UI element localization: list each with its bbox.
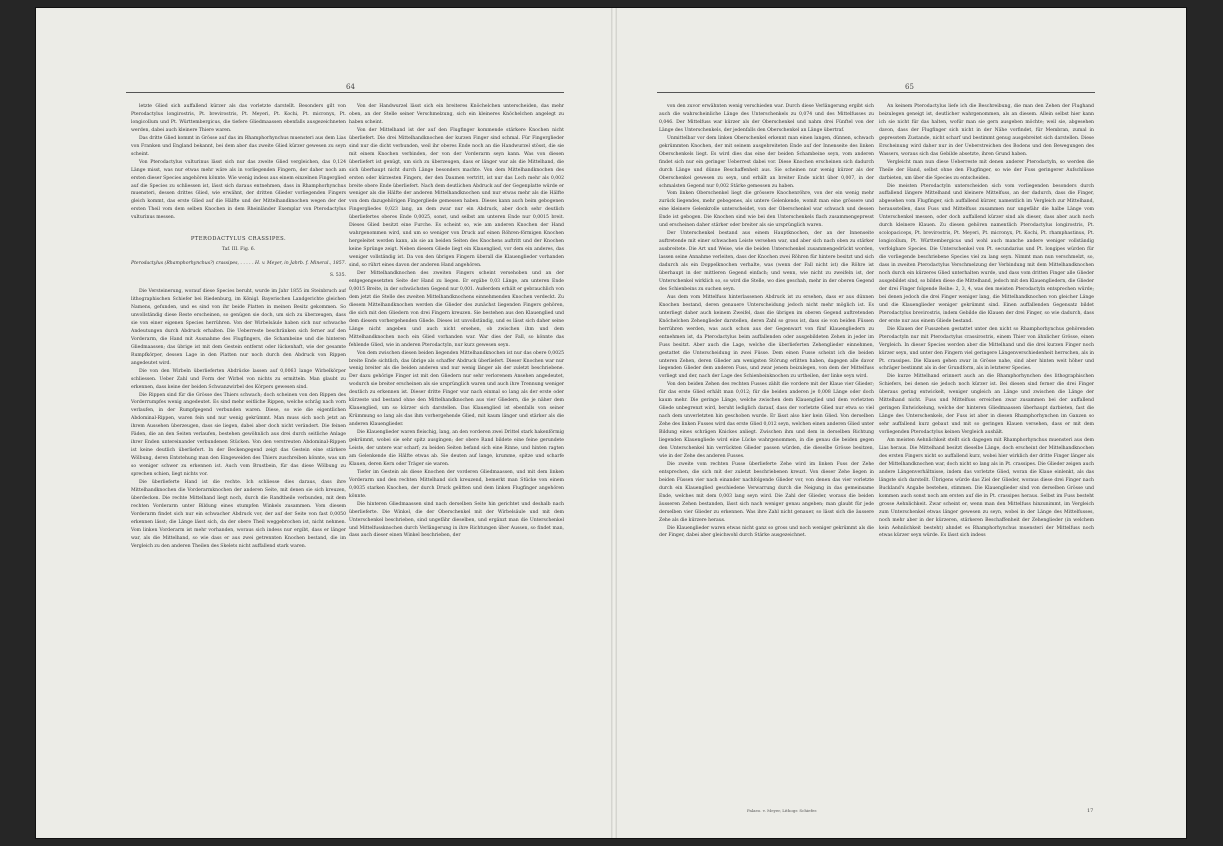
paragraph: Tiefer im Gestein als diese Knochen der vorderen Gliedmaassen, und mit dem linken Vorderarm und den rechten Mittelhand sich kreuzend, bemerkt man Stücke von einem 0,0035 starken Knochen, der durch Druck gelitten und dem linken Flugfinger angehören könnte. (349, 469, 564, 499)
header-rule (126, 92, 564, 93)
plate-reference: Taf. III. Fig. 6. (221, 247, 256, 253)
paragraph: Vergleicht man nun diese Ueberreste mit denen anderer Pterodactyln, so werden die Theile der Hand, selbst ohne den Flugfinger, so wie der Fuss geringerer Aufschlüsse darbieten, um über die Species zu entscheiden. (879, 159, 1094, 181)
section-heading: PTERODACTYLUS CRASSIPES. (190, 236, 287, 243)
paragraph: Das dritte Glied kommt in Grösse auf das im Rhamphorhynchus muensteri aus dem Lias von Franken und England bekannt, bei dem aber das zweite Glied kürzer gewesen zu seyn scheint. (131, 135, 346, 157)
paragraph: Die Versteinerung, worauf diese Species beruht, wurde im Jahr 1855 im Steinbruch auf lithographischen Schiefer bei Riedenburg, im Königl. Bayerischen Landgerichte gleichen Namens, gefunden, und es sind von ihr beide Platten in meinen Besitz gekommen. So unvollständig diese Reste erscheinen, so genügen sie doch, um sich zu überzeugen, dass sie von einer eigenen Species herrühren. Von der Wirbelsäule haben sich nur schwache Andeutungen durch Abdruck erhalten. Die Ueberreste beschränken sich ferner auf den Vorderarm, die Hand mit Ausnahme des Flugfingers, die Schambeine und die hinteren Gliedmaassen; das übrige ist mit dem Gestein entfernt oder lückenhaft, wie der gesamte Rumpfkörper, dessen Lage in den Platten nur noch durch den Abdruck von Rippen angedeutet wird. (131, 289, 346, 366)
paragraph: Der Unterschenkel bestand aus einem Hauptknochen, der an der Innenseite auftretende mit einer schwachen Leiste versehen war, und aber sich nach oben zu stärker ausbreitete. Die Art und Weise, wie die beiden Unterschenkel zusammengedrückt worden, lassen seine Annahme verleiten, dass der Knochen zwei Röhren für hintere besitzt und sich dadurch als ein Doppelknochen verhalte, was (wenn der Fall nicht ist) die Röhre ist überhaupt in der mittleren Gegend einfach; und wenn, wie nicht zu zweifeln ist, der Unterschenkel wirklich so, so wird die Stelle, wo dies geschah, mehr in der oberen Gegend des Schienbeins zu suchen seyn. (659, 231, 874, 292)
left-page (36, 8, 611, 838)
left-column-2 (349, 103, 564, 823)
paragraph: Die kurze Mittelhand erinnert auch an die Rhamphorhynchen des lithographischen Schiefers, bei denen sie jedoch noch kürzer ist. Bei diesen sind ferner die drei Finger überaus gering entwickelt, weniger ungleich an Länge und zwischen die Länge der Mittelhand nicht. Fuss und Mittelfuss erreichen zwar zusammen bei der auffallend geringen Entwickelung, welche der hinteren Gliedmaassen überhaupt darbieten, fast die Länge des Unterschenkels, der Fuss ist aber in diesen Rhamphorhynchen im Ganzen so sehr auffallend kurz gebaut und mit so geringen Klauen versehen, dass er mit dem vorliegenden Pterodactylus keinen Vergleich aushält. (879, 374, 1094, 436)
printer-footer: Palaeo. v. Meyer, Lithogr. Schiefer. (747, 808, 818, 813)
right-column-2 (879, 103, 1094, 823)
paragraph: Die zweite vom rechten Fusse überlieferte Zehe wird im linken Fuss der Zehe entsprechen, die sich mit der zuletzt beschriebenen kreuzt. Von dieser Zehe liegen in beiden Füssen vier nach einander nachfolgende Glieder vor, von denen das vier vorletzte durch ein Klauenglied geschiedene Verwarrung durch die Neigung in das gemeinsame Ende, welches mit dem 0,003 lang seyn wird. Die Zahl der Glieder, woraus die beiden äusseren Zehen bestanden, lässt sich nach weniger genau angeben; man glaubt für jede derselben vier Glieder zu erkennen. Was ihre Zahl nicht genauer, so lässt sich die äussere Zehe als die kürzere heraus. (659, 461, 874, 523)
paragraph: Die Rippen sind für die Grösse des Thiers schwach; doch scheinen von den Rippen des Vorderrumpfes wenig angedeutet. Es sind mehr seitliche Rippen, welche schräg nach vorn verlaufen, in der Rumpfgegend verbunden waren. Diese, so wie die eigentlichen Abdominal-Rippen, waren fein und nur wenig gekrümmt. Man muss sich noch jetzt an ihrem Aussehen überzeugen, dass sie liegen, dabei aber doch nicht verändert. Die feinen Fäden, die an den Seiten verlaufen, bestehen gewöhnlich aus drei durch seitliche Anlage ihrer Enden untereinander verbundenen Stücken. Von den verstreuten Abdominal-Rippen ist keine deutlich überliefert. In der Beckengegend zeigt das Gestein eine stärkere Wölbung, deren Entstehung man den Eingeweiden des Thiers zuschreiben könnte, was um so weniger schwer zu erkennen ist. Auch vom Brustbein, für das diese Wölbung zu sprechen schien, liegt nichts vor. (131, 392, 346, 478)
paragraph: Von dem zwischen diesen beiden liegenden Mittelhandknochen ist nur das obere 0,0025 breite Ende sichtlich, das übrige als schaffer Abdruck überliefert. Dieser Knochen war nur wenig breiter als die beiden anderen und nur wenig länger als der zuletzt beschriebene. Der dazu gehörige Finger ist mit den Gliedern nur sehr verlorenem Ansehen angedeutet, wodurch sie breiter erscheinen als sie ursprünglich waren und auch ihre Trennung weniger deutlich zu erkennen ist. Dieser dritte Finger war nach einmal so lang als der erste oder kürzeste und bestand ohne den Mittelhandknochen aus vier Gliedern, die je näher dem Klauenglied, um so kürzer sich darstellen. Das Klauenglied ist ebenfalls von seiner Krümmung so lang als das ihm vorhergehende Glied, mit kaum länger und stärker als die anderen Klauenglieder. (349, 350, 564, 428)
synonymy-line: Pterodactylus (Rhamphorhynchus?) crassipes, . . . . . H. v. Meyer, in Jahrb. f. Mineral., 1857. (131, 261, 346, 267)
paragraph: Die Klauen der Fusszehen gestattet unter den nicht so Rhamphorhynchus gehörenden Pterodactyln nur mit Pterodactylus crassirostris, einem Thier von ähnlicher Grösse, einen Vergleich. In dieser Species werden aber die Mittelhand und die drei kurzen Finger noch kürzer seyn, und unter den Fingern viel geringere Längenverschiedenheit herrschen, als in Pt. crassipes. Die Klauen gehen zwar in Grösse nahe, sind aber hinten weit höher und schräger bestimmt als in der Grundform, als in letzterer Species. (879, 326, 1094, 372)
right-page (617, 8, 1186, 838)
paragraph: Die hinteren Gliedmaassen sind nach derselben Seite hin gerichtet und deshalb nach überlieferte. Die Winkel, die der Oberschenkel mit der Wirbelsäule und mit dem Unterschenkel beschrieben, sind ungefähr dieselben, und ergänzt man die Unterschenkel und Mittelfussknochen durch Verlängerung in ihre Richtungen über Aussen, so findet man, dass auch dieser einen Winkel beschrieben, der (349, 501, 564, 539)
paragraph: Von der Mittelhand ist der auf den Flugfinger kommende stärkere Knochen nicht überliefert. Die drei Mittelhandknochen der kurzen Finger sind schmal. Für Fingerglieder sind nur die dicht verbunden, weil ihr oberes Ende noch an die Handwurzel stösst, die sie mit einem Knochen verbinden, der von der Vorderarm seyn kann. Was von diesen überliefert ist genügt, um sich zu überzeugen, dass er länger war als die Mittelhand, die sich überhaupt nicht durch Länge besonders machte. Von dem Mittelhandknochen des ersten oder kürzesten Fingers, der den Daumen vertritt, ist nur das Loch mehr als 0,002 breite obere Ende überliefert. Nach dem deutlichen Abdruck auf der Gegenplatte würde er weniger als die Hälfte der anderen Mittelhandknochen und nur etwas mehr als die Hälfte von dem dazugehörigen Fingergliede gemessen haben. Dieses kann auch beim gebogenen Fingergliedes 0,023 lang, an dem zwar nur ein Abdruck, aber doch sehr deutlich überliefertes oberes Ende 0,0025, sonst, und selbst am unteren Ende nur 0,0015 breit. Dieses Glied besitzt eine Furche. Es scheint so, wie am anderen Knochen der Hand wahrgenommen wird, und um so weniger von Druck auf einen Röhren-förmigen Knochen hergeleitet werden kann, als sie an beiden Seiten des Knochens auftritt und der Knochen keine Sprünge zeigt. Neben diesem Gliede liegt ein Klauenglied, vor dem ein anderes, das weniger vollständig ist. Da von den übrigen Fingern überall die Klauenglieder vorhanden sind, so rührt eines davon der anderen Hand angehören. (349, 127, 564, 269)
paragraph: An keinem Pterodactylus liefe ich die Beschreibung, die man den Zehen der Flughand beizulegen geneigt ist, deutlicher wahrgenommen, als an diesem. Allein selbst hier kann ich sie nicht für das halten, wofür man sie gern ausgeben möchte; weil sie, abgesehen davon, dass der Flugfinger sich nicht in der Nähe vorfindet, für Membran, zumal in gepresstem Zustande, nicht scharf und bestimmt genug ausgebreitet sich darstellen. Diese Erscheinung wird daher nur in der Ueberstreichen des Bodens und den Bewegungen des Wassers, woraus sich das Gebilde absetzte, ihren Grund haben. (879, 104, 1094, 157)
paragraph: letzte Glied sich auffallend kürzer als das vorletzte darstellt. Besonders gilt von Pterodactylus longirostris, Pt. brevirostris, Pt. Meyeri, Pt. Kochi, Pt. micronyx, Pt. longicollum und Pt. Württembergicus, die tiefere Gliedmaassen ebenfalls ausgezeichneten werden, dabei auch kleinere Thiere waren. (131, 104, 346, 133)
paragraph: Die meisten Pterodactyln unterscheiden sich vom vorliegenden besonders durch auffallend längere Mittelhand und kleinere Mittelfuss, an der dadurch, dass die Finger, abgesehen vom Flugfinger, sich auffallend kürzer, namentlich im Vergleich zur Mittelhand, herausstellen, dass Fuss und Mittelfuss zusammen nur ungefähr die halbe Länge vom Unterschenkel messen, oder doch auffallend kürzer sind als dieser, dass aber auch noch durch kleinere Klauen. Zu diesen gehören namentlich Pterodactylus longirostris, Pt. scolopaciceps, Pt. brevirostris, Pt. Meyeri, Pt. micronyx, Pt. Kochi, Pt. rhamphastinus, Pt. longicollum, Pt. Württembergicus und wohl auch manche andere weniger vollständig verfolgbare Species. Die Unterschenkel von Pt. secundarius und Pt. longipes würden für die vorliegende beschriebene Species viel zu lang seyn. Nimmt man nun verschmelzt, so, dass in zweiten Pterodactylus Verschmelzung der Verbindung mit dem Mittelhandknochen noch durch ein kürzeres Glied unterhalten wurde, und dass vom dritten Finger alle Glieder ausgebildet sind, so bilden diese die Mittelhand, jedoch mit den Klauengliedern, die Glieder der drei Finger folgende Reihe: 2, 3, 4, was den meisten Pterodactyln entsprechen würde; bei denen jedoch die drei Finger weniger lang, die Mittelhandknochen von gleicher Länge und die Klauenglieder weniger gekrümmt sind. Einen auffallenden Gegensatz bildet Pterodactylus brevirostris, indem Gebilde die Klauen der drei Finger, so wie dadurch, dass der erste nur aus einem Gliede bestand. (879, 183, 1094, 324)
synonymy-page-ref: S. 535. (329, 273, 346, 279)
page-number: 64 (346, 83, 355, 91)
right-column-1 (659, 103, 874, 803)
signature-mark: 17 (1087, 808, 1094, 814)
paragraph: Von Pterodactylus vulturinus lässt sich nur das zweite Glied vergleichen, das 0,124 Länge misst, was nur etwas mehr wäre als in vorliegenden Fingern, der daher noch am ersten dieser Species angehören könnte. Wie wenig indess aus einem einzelnen Fingerglied auf die Species zu schliessen ist, lässt sich daraus entnehmen, dass in Rhamphorhynchus muensteri, dessen drittes Glied, wie erwähnt, der dritten Glieder vorliegenden Fingers gleich kommt, das erste Glied auf die Hälfte und der Mittelhandknochen wegen der der ersten Theil vom dem selben Knochen in dem Rheinländer Exemplar von Pterodactylus vulturinus messen. (131, 159, 346, 221)
paragraph: von den zuvor erwähnten wenig verschieden war. Durch diese Verlängerung ergibt sich auch die wahrscheinliche Länge des Unterschenkels zu 0,074 und des Mittelfusses zu 0,046. Der Mittelfuss war kürzer als der Oberschenkel und nahm drei Fünftel von der Länge des Unterschenkels, der jedenfalls den Oberschenkel an Länge übertraf. (659, 104, 874, 133)
paragraph: Unmittelbar vor dem linken Oberschenkel erkennt man einen langen, dünnen, schwach gekrümmten Knochen, der mit seinem ausgebreiteten Ende auf der Innenseite des linken Oberschenkels liegt. Es wird dies das eine der beiden Schambeine seyn, vom anderen findet sich nur ein geringer Ueberrest dabei vor. Diese Knochen erscheinen sich dadurch durch Länge und dünne Beschaffenheit aus. Sie scheinen nur wenig kürzer als der Oberschenkel gewesen zu seyn, und erhält an breiter Ende nicht über 0,007, in der schmalsten Gegend nur 0,002 Stärke gemessen zu haben. (659, 135, 874, 189)
page-number: 65 (905, 83, 914, 91)
book-spread (36, 8, 1186, 838)
paragraph: Die von den Wirbeln überlieferten Abdrücke lassen auf 0,0063 lange Wirbelkörper schliessen. Ueber Zahl und Form der Wirbel von nichts zu ermitteln. Man glaubt zu erkennen, dass keine der beiden Schwanzwirbel des Körpers gewesen sind. (131, 368, 346, 390)
paragraph: Die überlieferte Hand ist die rechte. Ich schliesse dies daraus, dass ihre Mittelhandknochen die Vorderarmknochen der anderen Seite, mit denen sie sich kreuzen, überdecken. Die rechte Mittelhand liegt noch, durch die Randtheile verbunden, mit dem rechten Vorderarm unter Bildung eines stumpfen Winkels zusammen. Vom diesem Vorderarm findet sich nur ein schwacher Abdruck vor, der auf der Seite von fast 0,0050 erkennen lässt; die Länge lässt sich, da der obere Theil weggebrochen ist, nicht nehmen. Vom linken Vorderarm ist mehr vorhanden, woraus sich indess nur ergibt, dass er länger war, als die Mittelhand, so wie dass er aus zwei getrennten Knochen bestand, die im Vergleich zu den anderen Theilen des Skelets nicht auffallend stark waren. (131, 479, 346, 549)
header-rule (657, 92, 1095, 93)
paragraph: Die Klauenglieder waren fleischig, lang, an den vorderen zwei Drittel stark hakenförmig gekrümmt, wobei sie sehr spitz ausgingen; der obere Rand bildete eine feine gerundete Leiste, der untere war scharf; zu beiden Seiten befand sich eine Rinne, und hinten ragten am Gelenkende die Hälfte etwas ab. Sie deuten auf lange, krumme, spitze und scharfe Klauen, deren Kern oder Träger sie waren. (349, 430, 564, 467)
paragraph: Aus dem vom Mittelfuss hinterlassenen Abdruck ist zu ersehen, dass er aus dünnen Knochen bestand, deren genauere Unterscheidung jedoch nicht mehr möglich ist. Es unterliegt daher auch keinem Zweifel, dass die übrigen im oberen Gegend auftretenden Knöchelchen Zehenglieder darstellen, deren Zahl so gross ist, dass sie von beiden Füssen herrühren werden, was auch schon aus der Gegenwart von fünf Klauengliedern zu entnehmen ist, da Pterodactylus beim auffallenden oder ausgebildeten Zehen in jeder im Fuss besitzt. Aber auch die Lage, welche die überlieferten Zehenglieder einnehmen, gestattet die Unterscheidung in zwei Füsse. Dem einen Fusse scheint ich die beiden unteren Zehen, deren Glieder am wenigsten Störung erlitten haben, dagegen alle davor liegenden Glieder dem anderen Fuss, und zwar jenem beizulegen, von dem der Mittelfuss vorliegt und der, nach der Lage des Schienbeinknochen zu urtheilen, der linke seyn wird. (659, 294, 874, 380)
left-column-1 (131, 103, 346, 823)
paragraph: Die Klauenglieder waren etwas nicht ganz so gross und noch weniger gekrümmt als die der Finger, dabei aber gleichwohl durch Stärke ausgezeichnet. (659, 525, 874, 539)
paragraph: Von der Handwurzel lässt sich ein breiteres Knöchelchen unterscheiden, das mehr oben, an der Stelle seiner Verschmelzung, sich ein kleineres Knöchelchen angelegt zu haben scheint. (349, 104, 564, 125)
paragraph: Der Mittelhandknochen des zweiten Fingers scheint versehoben und an der entgegengesetzten Seite der Hand zu liegen. Er ergäbe 0,03 Länge, am unteren Ende 0,0015 Breite, in der schwächsten Gegend nur 0,001. Außerdem erhält er gebrauchlich von dem jetzt die Stelle des zweiten Mittelhandknochens einnehmenden Knochen verdeckt. Zu diesem Mittelhandknochen werden die Glieder des zunächst liegenden Fingers gehören, die sich mit den Gliedern von drei Fingern kreuzen. Sie bestehen aus den Klauenglied und dem diesem vorhergehenden Gliede. Dieses ist unvollständig, und es lässt sich daher seine Länge nicht angeben und auch nicht ersehen, ob zwischen ihm und dem Mittelhandknochen noch ein Glied vorhanden war. War dies der Fall, so könnte das fehlende Glied, wie in anderen Pterodactyln, nur kurz gewesen seyn. (349, 271, 564, 348)
paragraph: Am meisten Aehnlichkeit stellt sich dagegen mit Rhamphorhynchus muensteri aus dem Lias heraus. Die Mittelhand besitzt dieselbe Länge, doch erscheint der Mittelhandknochen des ersten Fingers nicht so auffallend kurz, wobei hier wirklich der dritte Finger länger als der Mittelhandknochen war, doch nicht so lang als in Pt. crassipes. Die Glieder zeigen auch andere Längenverhältnisse, indem das vorletzte Glied, woran die Klaue einlenkt, als das längste sich darstellt. Übrigens würde das Ziel der Glieder, woraus diese drei Finger nach Buckland's Angabe bestehen, stimmen. Die Klauenglieder sind von derselben Grösse und kommen auch sonst noch am ersten auf die in Pt. crassipes heraus. Selbst im Fuss besteht grosse Aehnlichkeit. Zwar scheint er, wenn man den Mittelfuss hinzunimmt, im Vergleich zum Unterschenkel etwas länger gewesen zu seyn, wobei in der Länge des Mittelfusses, noch mehr aber in der kürzeren, stärkeren Beschaffenheit der Zehenglieder (in welchem kein Aehnlichkeit besteht) ahndet es Rhamphorhynchus muensteri der Mittelfuss noch etwas kürzer seyn würde. Es lässt sich indess (879, 438, 1094, 539)
paragraph: Vom linken Oberschenkel liegt die grössere Knochenröhre, von der ein wenig mehr zurück liegendes, mehr gebogenes, als untere Gelenkende, womit man eine grössere und eine kleinere Gelenkrolle unterscheidet, von der Oberschenkel war schwach und dessen Ende ist gebogen. Die Knochen sind wie bei den Unterschenkels flach zusammengepresst und erscheinen daher stärker oder breiter als sie ursprünglich waren. (659, 191, 874, 229)
paragraph: Von den beiden Zehen des rechten Fusses zählt die vordere mit der Klaue vier Glieder; für das erste Glied erhält man 0,012; für die beiden anderen je 0,008 Länge oder doch kaum mehr. Die geringe Länge, welche zwischen dem Klauenglied und dem vorletzten Gliede unbegrenzt wird, beruht lediglich darauf, dass der vorletzte Glied nur etwa so viel nach dem unverletzten hin geschoben wurde. Er lässt also hier kein Glied. Von derselben Zehe des linken Fusses wird das erste Glied 0,012 seyn, welchen einen anderen Glied unter Bildung eines schrägen Knickes anliegt. Zwischen ihm und dem in derselben Richtung liegenden Klauengliede wird eine Lücke wahrgenommen, in die genau die beiden gegen den Unterschenkel hin verrückten Glieder passen würden, die dieselbe Grösse besitzen, wie in der Zehe des anderen Fusses. (659, 382, 874, 459)
